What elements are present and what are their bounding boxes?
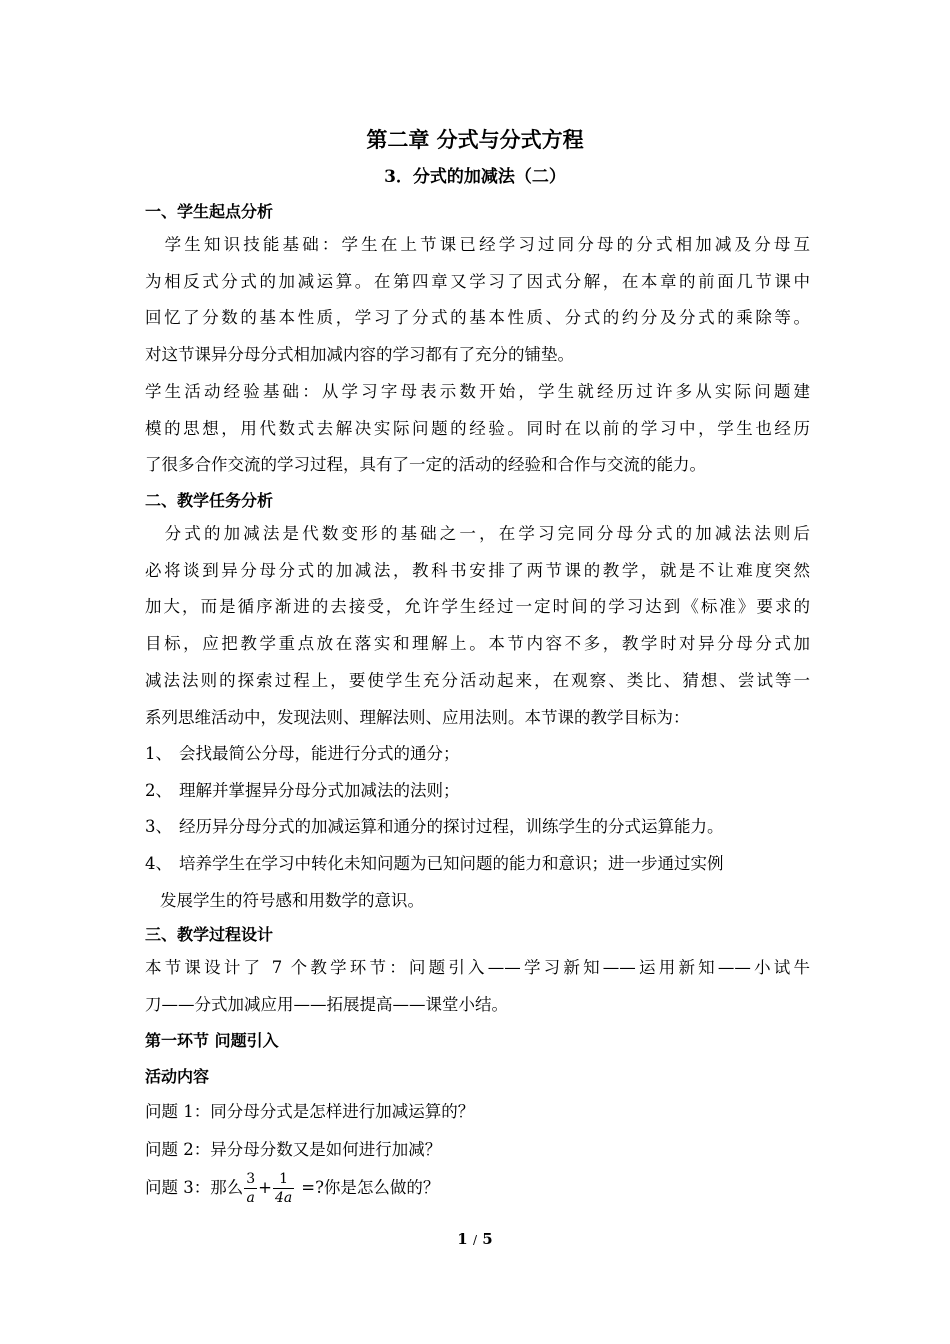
chapter-title: 第二章 分式与分式方程 [366, 127, 584, 152]
question-1: 问题 1：同分母分式是怎样进行加减运算的？ [145, 1102, 475, 1121]
text-line: 学生知识技能基础：学生在上节课已经学习过同分母的分式相加减及分母互 [145, 235, 810, 254]
heading-process-design: 三、教学过程设计 [145, 925, 274, 944]
question-3 [145, 1170, 439, 1207]
text-line: 减法法则的探索过程上，要使学生充分活动起来，在观察、类比、猜想、尝试等一 [145, 670, 810, 690]
text-line: 系列思维活动中，发现法则、理解法则、应用法则。本节课的教学目标为： [145, 707, 690, 727]
list-number: 1、 [145, 744, 172, 763]
section-title: 3．分式的加减法（二） [384, 167, 566, 187]
fraction-1-over-4a [273, 1170, 294, 1207]
heading-student-analysis: 一、学生起点分析 [145, 202, 274, 221]
list-item [145, 773, 810, 810]
fraction-denominator: a [246, 1190, 255, 1206]
text-line: 目标，应把教学重点放在落实和理解上。本节内容不多，教学时对异分母分式加 [145, 634, 810, 654]
fraction-numerator: 3 [246, 1171, 256, 1187]
text-line: 必将谈到异分母分式的加减法，教科书安排了两节课的教学，就是不让难度突然 [145, 560, 810, 580]
list-item-continuation: 发展学生的符号感和用数学的意识。 [160, 890, 424, 910]
teaching-goals-list [145, 736, 810, 920]
text-line: 回忆了分数的基本性质，学习了分式的基本性质、分式的约分及分式的乘除等。 [145, 308, 810, 328]
fraction-numerator: 1 [273, 1170, 294, 1189]
list-number: 3、 [145, 817, 172, 837]
list-text: 理解并掌握异分母分式加减法的法则； [179, 780, 460, 800]
fraction-denominator: 4a [275, 1190, 293, 1206]
text-line: 加大，而是循序渐进的去接受，允许学生经过一定时间的学习达到《标准》要求的 [145, 597, 810, 617]
text-line: 了很多合作交流的学习过程，具有了一定的活动的经验和合作与交流的能力。 [145, 455, 706, 475]
list-text: 培养学生在学习中转化未知问题为已知问题的能力和意识；进一步通过实例 [179, 854, 724, 874]
text-line: 为相反式分式的加减运算。在第四章又学习了因式分解，在本章的前面几节课中 [145, 271, 810, 291]
question-3-prefix: 问题 3：那么 [145, 1178, 244, 1197]
plus-sign: + [258, 1178, 272, 1197]
fraction-3-over-a [244, 1170, 257, 1207]
paragraph-task-analysis [145, 516, 810, 736]
heading-activity-content: 活动内容 [145, 1067, 210, 1086]
paragraph-process-design [145, 950, 810, 1023]
text-line: 本节课设计了 7 个教学环节：问题引入——学习新知——运用新知——小试牛 [145, 958, 810, 977]
text-line: 刀——分式加减应用——拓展提高——课堂小结。 [145, 994, 508, 1014]
current-page: 1 [457, 1230, 468, 1248]
list-item [145, 736, 810, 773]
text-line: 学生活动经验基础：从学习字母表示数开始，学生就经历过许多从实际问题建 [145, 382, 810, 401]
list-number: 2、 [145, 780, 172, 800]
total-pages: 5 [482, 1230, 493, 1248]
list-text: 经历异分母分式的加减运算和通分的探讨过程，训练学生的分式运算能力。 [179, 817, 724, 837]
paragraph-experience-basis [145, 374, 810, 484]
question-3-suffix: =?你是怎么做的？ [301, 1178, 440, 1197]
list-number: 4、 [145, 854, 172, 874]
heading-stage-1: 第一环节 问题引入 [145, 1031, 279, 1050]
text-line: 分式的加减法是代数变形的基础之一，在学习完同分母分式的加减法法则后 [145, 524, 810, 543]
list-item [145, 846, 810, 883]
question-2: 问题 2：异分母分数又是如何进行加减？ [145, 1140, 442, 1159]
text-line: 模的思想，用代数式去解决实际问题的经验。同时在以前的学习中，学生也经历 [145, 418, 810, 438]
text-line: 对这节课异分母分式相加减内容的学习都有了充分的铺垫。 [145, 345, 574, 365]
page-number [0, 1230, 950, 1248]
page-separator: / [472, 1233, 478, 1247]
heading-task-analysis: 二、教学任务分析 [145, 491, 274, 510]
paragraph-knowledge-basis [145, 227, 810, 374]
list-text: 会找最简公分母，能进行分式的通分； [179, 744, 460, 763]
list-item [145, 809, 810, 846]
